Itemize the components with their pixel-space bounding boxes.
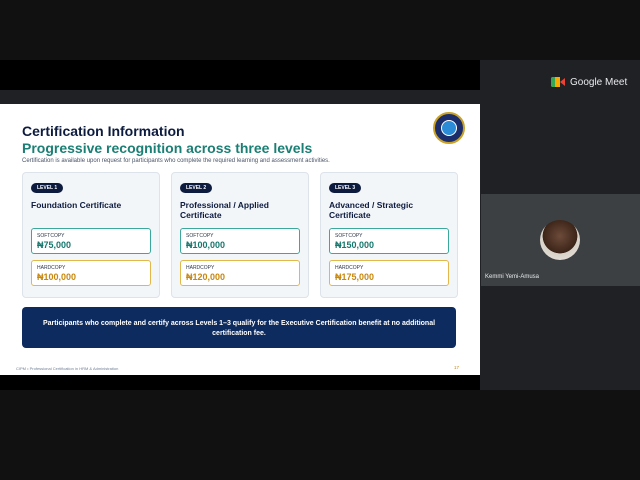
softcopy-price: ₦75,000 xyxy=(37,240,72,250)
card-title: Professional / Applied Certificate xyxy=(180,200,269,220)
hardcopy-label: HARDCOPY xyxy=(186,265,215,271)
slide-footer: CIPM • Professional Certification in HRM & Administration xyxy=(16,366,119,371)
level-1-card xyxy=(22,172,160,298)
level-badge: LEVEL 1 xyxy=(31,183,63,193)
hardcopy-price: ₦120,000 xyxy=(186,272,226,282)
participant-name: Kemmi Yemi-Amusa xyxy=(485,274,540,280)
softcopy-label: SOFTCOPY xyxy=(37,233,65,239)
benefit-text: Participants who complete and certify across Levels 1–3 qualify for the Executive Certification benefit at no additional certification fee. xyxy=(42,320,436,337)
hardcopy-price-box xyxy=(180,260,300,286)
presentation-bottom-border xyxy=(0,375,480,390)
level-2-card xyxy=(171,172,309,298)
hardcopy-price-box xyxy=(329,260,449,286)
hardcopy-price-box xyxy=(31,260,151,286)
participant-avatar xyxy=(540,220,580,260)
participant-tile[interactable] xyxy=(481,194,640,286)
softcopy-price-box xyxy=(180,228,300,254)
presentation-top-border xyxy=(0,60,480,90)
slide-title: Certification Information xyxy=(22,123,185,139)
card-title: Advanced / Strategic Certificate xyxy=(329,200,414,220)
level-badge: LEVEL 3 xyxy=(329,183,361,193)
softcopy-label: SOFTCOPY xyxy=(335,233,363,239)
presentation-slide xyxy=(0,104,480,375)
card-title: Foundation Certificate xyxy=(31,200,122,210)
meet-camera-icon xyxy=(551,76,565,88)
bottom-bar xyxy=(0,390,640,480)
top-bar xyxy=(0,0,640,60)
softcopy-label: SOFTCOPY xyxy=(186,233,214,239)
hardcopy-price: ₦175,000 xyxy=(335,272,375,282)
softcopy-price-box xyxy=(31,228,151,254)
softcopy-price: ₦150,000 xyxy=(335,240,375,250)
organization-seal-icon xyxy=(433,112,465,144)
executive-benefit-banner xyxy=(22,307,456,348)
hardcopy-label: HARDCOPY xyxy=(335,265,364,271)
level-3-card xyxy=(320,172,458,298)
softcopy-price-box xyxy=(329,228,449,254)
hardcopy-price: ₦100,000 xyxy=(37,272,77,282)
google-meet-logo xyxy=(551,76,627,88)
slide-description: Certification is available upon request for participants who complete the required learning and assessment activities. xyxy=(22,158,330,164)
hardcopy-label: HARDCOPY xyxy=(37,265,66,271)
level-badge: LEVEL 2 xyxy=(180,183,212,193)
seal-emblem-icon xyxy=(441,120,457,136)
softcopy-price: ₦100,000 xyxy=(186,240,226,250)
slide-page-number: 17 xyxy=(454,365,460,370)
meet-app-name: Google Meet xyxy=(570,76,628,88)
slide-subtitle: Progressive recognition across three levels xyxy=(22,140,313,156)
